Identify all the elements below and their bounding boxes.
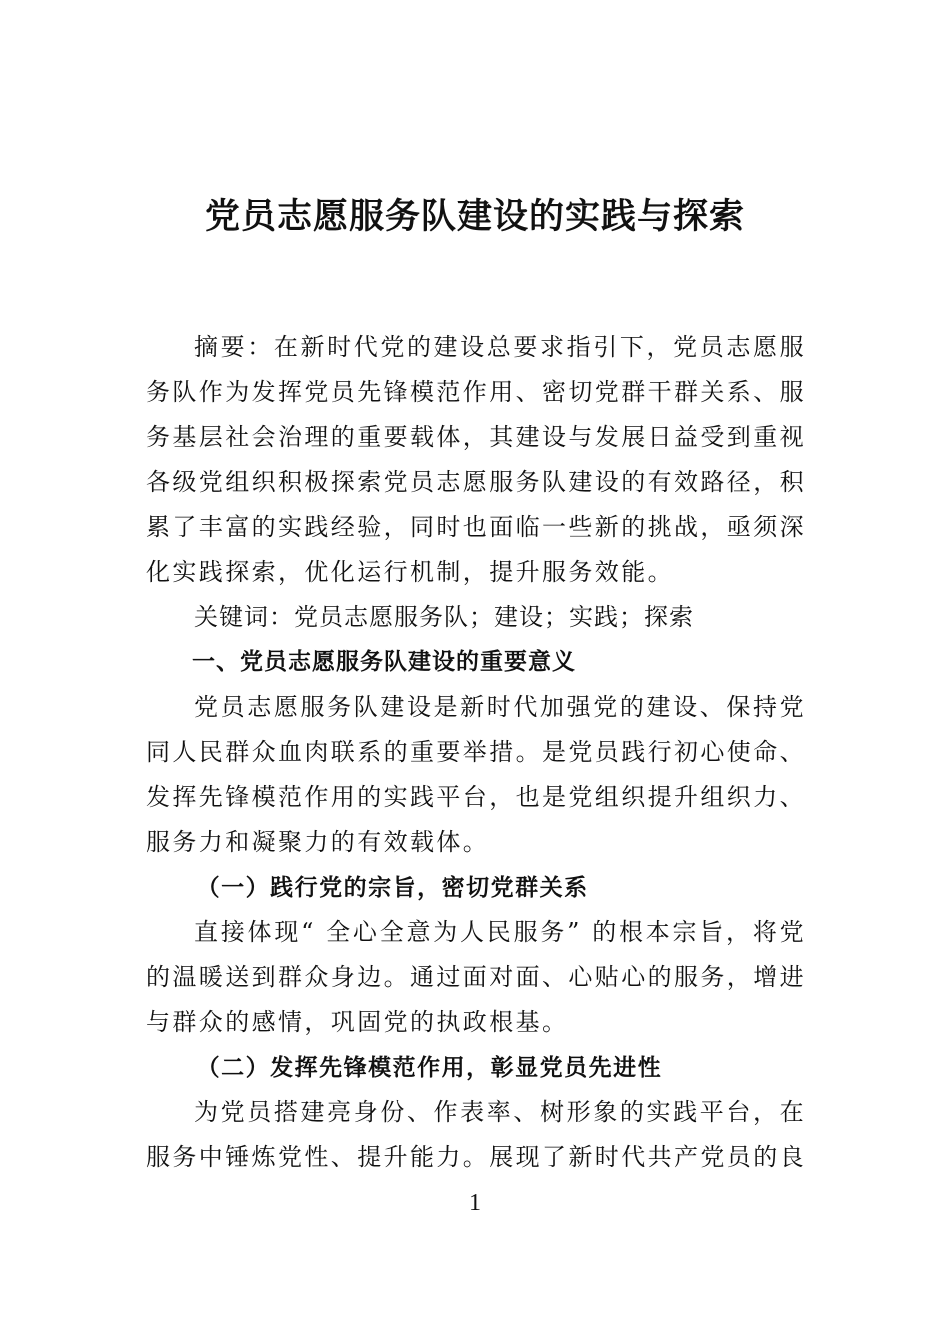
subsection-2-paragraph: 为党员搭建亮身份、作表率、树形象的实践平台，在服务中锤炼党性、提升能力。展现了新时代共产党员的良 [146, 1098, 806, 1171]
subsection-heading-1: （一）践行党的宗旨，密切党群关系 [196, 874, 589, 901]
page-number: 1 [469, 1190, 481, 1216]
subsection-1-paragraph: 直接体现“ 全心全意为人民服务” 的根本宗旨，将党的温暖送到群众身边。通过面对面、心贴心的服务，增进与群众的感情，巩固党的执政根基。 [146, 918, 806, 1036]
section-heading-1: 一、党员志愿服务队建设的重要意义 [192, 649, 576, 675]
section-1-paragraph: 党员志愿服务队建设是新时代加强党的建设、保持党同人民群众血肉联系的重要举措。是党员践行初心使命、发挥先锋模范作用的实践平台，也是党组织提升组织力、服务力和凝聚力的有效载体。 [146, 693, 806, 856]
subsection-heading-2: （二）发挥先锋模范作用，彰显党员先进性 [196, 1054, 663, 1081]
keywords-line: 关键词：党员志愿服务队；建设；实践；探索 [194, 603, 694, 631]
document-title: 党员志愿服务队建设的实践与探索 [204, 196, 745, 237]
abstract-paragraph: 摘要：在新时代党的建设总要求指引下，党员志愿服务队作为发挥党员先锋模范作用、密切党群干群关系、服务基层社会治理的重要载体，其建设与发展日益受到重视各级党组织积极探索党员志愿服务队建设的有效路径，积累了丰富的实践经验，同时也面临一些新的挑战，亟须深化实践探索，优化运行机制，提升服务效能。 [146, 333, 806, 586]
document-body [146, 325, 806, 1180]
